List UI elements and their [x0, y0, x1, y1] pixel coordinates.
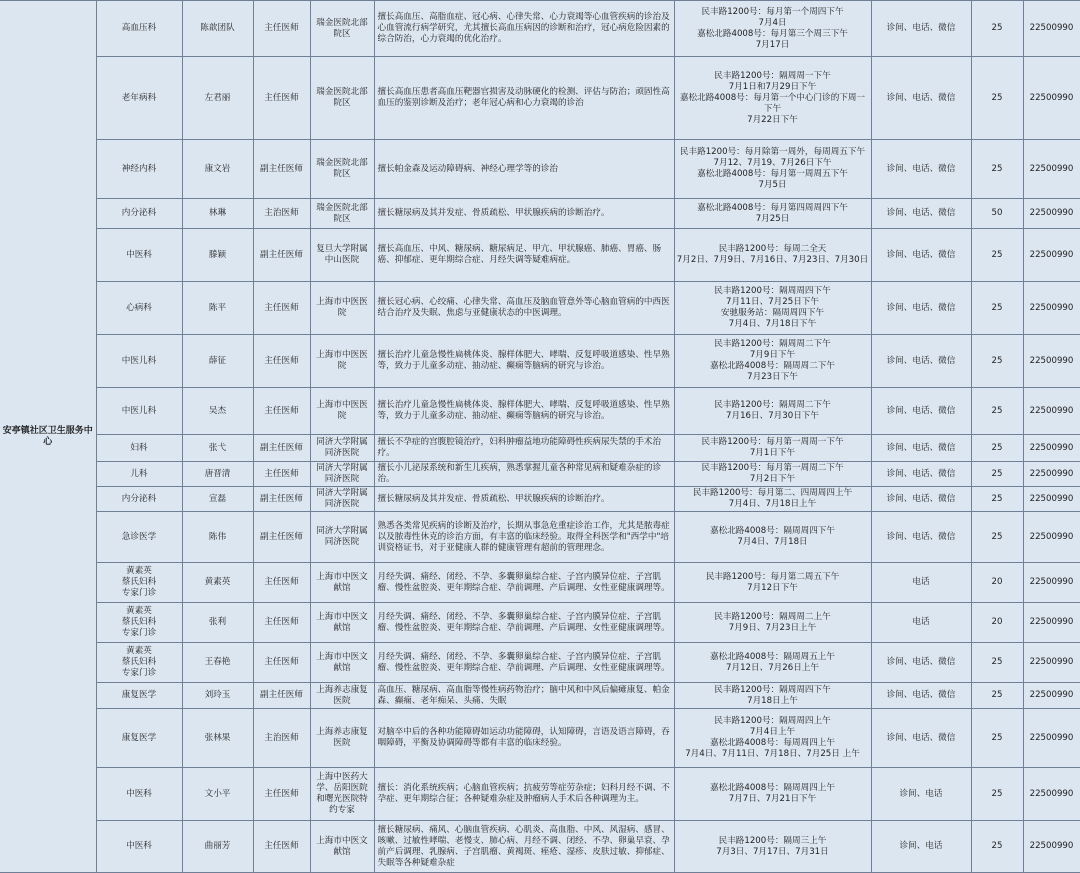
schedule-time-cell: 民丰路1200号：每月第二、四周周四上午 7月4日、7月18日上午	[674, 487, 871, 512]
dept-cell: 内分泌科	[96, 487, 182, 512]
consult-mode-cell: 诊间、电话、微信	[871, 388, 971, 435]
specialty-cell: 擅长：消化系统疾病；心脑血管疾病；抗疲劳等症劳杂症；妇科月经不调、不孕症、更年期综合征；各种疑难杂症及肿瘤病人手术后各种调理为主。	[374, 768, 674, 821]
dept-cell: 黄素英 蔡氏妇科 专家门诊	[96, 563, 182, 603]
doctor-name-cell: 陈伟	[182, 512, 253, 563]
schedule-rows	[0, 1, 1080, 873]
hospital-cell: 同济大学附属同济医院	[310, 512, 374, 563]
doctor-title-cell: 主任医师	[253, 57, 310, 140]
phone-cell: 22500990	[1023, 229, 1080, 282]
doctor-title-cell: 副主任医师	[253, 229, 310, 282]
doctor-name-cell: 滕颖	[182, 229, 253, 282]
doctor-name-cell: 陈歆团队	[182, 1, 253, 57]
doctor-title-cell: 主任医师	[253, 282, 310, 335]
quota-cell: 25	[971, 643, 1023, 683]
phone-cell: 22500990	[1023, 643, 1080, 683]
dept-cell: 儿科	[96, 462, 182, 487]
consult-mode-cell: 诊间、电话	[871, 821, 971, 873]
dept-cell: 心病科	[96, 282, 182, 335]
phone-cell: 22500990	[1023, 709, 1080, 768]
doctor-name-cell: 宣磊	[182, 487, 253, 512]
schedule-time-cell: 民丰路1200号：隔周周四下午 7月11日、7月25日下午 安驰服务站：隔周周四下午 7月4日、7月18日下午	[674, 282, 871, 335]
schedule-time-cell: 民丰路1200号：每周二全天 7月2日、7月9日、7月16日、7月23日、7月30日	[674, 229, 871, 282]
doctor-name-cell: 文小平	[182, 768, 253, 821]
schedule-time-cell: 嘉松北路4008号：每月第四周周四下午 7月25日	[674, 199, 871, 229]
doctor-title-cell: 主任医师	[253, 643, 310, 683]
doctor-name-cell: 张林果	[182, 709, 253, 768]
specialty-cell: 擅长糖尿病及其并发症、骨质疏松、甲状腺疾病的诊断治疗。	[374, 487, 674, 512]
consult-mode-cell: 诊间、电话、微信	[871, 709, 971, 768]
doctor-title-cell: 主任医师	[253, 603, 310, 643]
consult-mode-cell: 诊间、电话、微信	[871, 1, 971, 57]
table-row	[0, 388, 1080, 435]
consult-mode-cell: 诊间、电话、微信	[871, 57, 971, 140]
schedule-time-cell: 民丰路1200号：每月第二周五下午 7月12日下午	[674, 563, 871, 603]
dept-cell: 内分泌科	[96, 199, 182, 229]
hospital-cell: 上海市中医文献馆	[310, 643, 374, 683]
consult-mode-cell: 电话	[871, 603, 971, 643]
dept-cell: 黄素英 蔡氏妇科 专家门诊	[96, 603, 182, 643]
schedule-time-cell: 嘉松北路4008号：隔周周四下午 7月4日、7月18日	[674, 512, 871, 563]
doctor-name-cell: 吴杰	[182, 388, 253, 435]
hospital-cell: 同济大学附属同济医院	[310, 462, 374, 487]
quota-cell: 25	[971, 140, 1023, 199]
consult-mode-cell: 诊间、电话、微信	[871, 512, 971, 563]
phone-cell: 22500990	[1023, 1, 1080, 57]
hospital-cell: 瑞金医院北部院区	[310, 199, 374, 229]
dept-cell: 黄素英 蔡氏妇科 专家门诊	[96, 643, 182, 683]
doctor-name-cell: 张利	[182, 603, 253, 643]
schedule-time-cell: 民丰路1200号：每月第一周周一下午 7月1日下午	[674, 435, 871, 462]
specialty-cell: 擅长冠心病、心绞痛、心律失常、高血压及脑血管意外等心脑血管病的中西医结合治疗及失眠、焦虑与亚健康状态的中医调理。	[374, 282, 674, 335]
phone-cell: 22500990	[1023, 57, 1080, 140]
phone-cell: 22500990	[1023, 462, 1080, 487]
doctor-title-cell: 主任医师	[253, 563, 310, 603]
hospital-cell: 同济大学附属同济医院	[310, 435, 374, 462]
table-row	[0, 435, 1080, 462]
table-row	[0, 462, 1080, 487]
dept-cell: 急诊医学	[96, 512, 182, 563]
consult-mode-cell: 诊间、电话、微信	[871, 683, 971, 709]
hospital-cell: 瑞金医院北部院区	[310, 140, 374, 199]
doctor-name-cell: 黄素英	[182, 563, 253, 603]
consult-mode-cell: 诊间、电话、微信	[871, 282, 971, 335]
doctor-title-cell: 主任医师	[253, 821, 310, 873]
schedule-time-cell: 民丰路1200号：每月第一个周四下午 7月4日 嘉松北路4008号：每月第三个周三下午 7月17日	[674, 1, 871, 57]
specialty-cell: 擅长糖尿病、痛风、心脑血管疾病、心肌炎、高血脂、中风、风湿病、感冒、咳嗽、过敏性哮喘、老慢支、肺心病、月经不调、闭经、不孕、卵巢早衰、孕前产后调理、乳腺病、子宫肌瘤、黄褐斑、痤疮、湿疹、皮肤过敏、抑郁症、失眠等各种疑难杂症	[374, 821, 674, 873]
quota-cell: 25	[971, 821, 1023, 873]
quota-cell: 25	[971, 683, 1023, 709]
doctor-name-cell: 薛征	[182, 335, 253, 388]
doctor-name-cell: 林琳	[182, 199, 253, 229]
hospital-cell: 复旦大学附属中山医院	[310, 229, 374, 282]
schedule-time-cell: 民丰路1200号：隔周周一下午 7月1日和7月29日下午 嘉松北路4008号：每月第一个中心门诊的下周一下午 7月22日下午	[674, 57, 871, 140]
schedule-time-cell: 民丰路1200号：隔周周四上午 7月4日上午 嘉松北路4008号：每周周四上午 7月4日、7月11日、7月18日、7月25日 上午	[674, 709, 871, 768]
specialty-cell: 对脑卒中后的各种功能障碍如运动功能障碍，认知障碍，言语及语言障碍，吞咽障碍，平衡及协调障碍等都有丰富的临床经验。	[374, 709, 674, 768]
table-row	[0, 229, 1080, 282]
doctor-name-cell: 唐晋清	[182, 462, 253, 487]
phone-cell: 22500990	[1023, 512, 1080, 563]
hospital-cell: 上海市中医文献馆	[310, 821, 374, 873]
dept-cell: 妇科	[96, 435, 182, 462]
table-row	[0, 199, 1080, 229]
dept-cell: 高血压科	[96, 1, 182, 57]
schedule-time-cell: 民丰路1200号：隔周三上午 7月3日、7月17日、7月31日	[674, 821, 871, 873]
quota-cell: 25	[971, 768, 1023, 821]
hospital-cell: 上海养志康复医院	[310, 683, 374, 709]
dept-cell: 神经内科	[96, 140, 182, 199]
dept-cell: 中医儿科	[96, 388, 182, 435]
phone-cell: 22500990	[1023, 563, 1080, 603]
dept-cell: 中医儿科	[96, 335, 182, 388]
doctor-name-cell: 王春艳	[182, 643, 253, 683]
phone-cell: 22500990	[1023, 140, 1080, 199]
specialty-cell: 擅长高血压、高脂血症、冠心病、心律失常、心力衰竭等心血管疾病的诊治及心血管流行病学研究，尤其擅长高血压病因的诊断和治疗，冠心病危险因素的综合防治，心力衰竭的优化治疗。	[374, 1, 674, 57]
schedule-time-cell: 嘉松北路4008号：隔周周五上午 7月12日、7月26日上午	[674, 643, 871, 683]
dept-cell: 中医科	[96, 768, 182, 821]
specialty-cell: 擅长不孕症的宫腹腔镜治疗，妇科肿瘤益地功能障碍性疾病尿失禁的手术治疗。	[374, 435, 674, 462]
quota-cell: 25	[971, 282, 1023, 335]
phone-cell: 22500990	[1023, 821, 1080, 873]
doctor-title-cell: 主治医师	[253, 709, 310, 768]
table-row	[0, 709, 1080, 768]
doctor-name-cell: 陈平	[182, 282, 253, 335]
table-row	[0, 563, 1080, 603]
doctor-title-cell: 副主任医师	[253, 487, 310, 512]
schedule-time-cell: 民丰路1200号：隔周周二下午 7月16日、7月30日下午	[674, 388, 871, 435]
specialty-cell: 月经失调、痛经、闭经、不孕、多囊卵巢综合症、子宫内膜异位症、子宫肌瘤、慢性盆腔炎、更年期综合症、孕前调理、产后调理、女性亚健康调理等。	[374, 643, 674, 683]
doctor-name-cell: 左君丽	[182, 57, 253, 140]
quota-cell: 25	[971, 57, 1023, 140]
hospital-cell: 上海中医药大学、岳阳医院和曙光医院特约专家	[310, 768, 374, 821]
doctor-title-cell: 主任医师	[253, 335, 310, 388]
specialty-cell: 擅长高血压、中风、糖尿病、糖尿病足、甲亢、甲状腺癌、肺癌、胃癌、肠癌、抑郁症、更年期综合症、月经失调等疑难病症。	[374, 229, 674, 282]
phone-cell: 22500990	[1023, 435, 1080, 462]
consult-mode-cell: 诊间、电话	[871, 768, 971, 821]
table-row	[0, 57, 1080, 140]
quota-cell: 25	[971, 1, 1023, 57]
hospital-cell: 上海养志康复医院	[310, 709, 374, 768]
table-row	[0, 1, 1080, 57]
consult-mode-cell: 诊间、电话、微信	[871, 462, 971, 487]
dept-cell: 中医科	[96, 229, 182, 282]
phone-cell: 22500990	[1023, 199, 1080, 229]
specialty-cell: 熟悉各类常见疾病的诊断及治疗，长期从事急危重症诊治工作，尤其是脓毒症以及脓毒性休克的诊治方面，有丰富的临床经验。取得全科医学和"西学中"培训资格证书，对于亚健康人群的健康管理有超前的管理理念。	[374, 512, 674, 563]
doctor-title-cell: 副主任医师	[253, 435, 310, 462]
quota-cell: 25	[971, 388, 1023, 435]
table-row	[0, 282, 1080, 335]
schedule-time-cell: 民丰路1200号：每月除第一周外，每周周五下午 7月12、7月19、7月26日下午 嘉松北路4008号：每月第一周周五下午 7月5日	[674, 140, 871, 199]
quota-cell: 20	[971, 563, 1023, 603]
doctor-name-cell: 曲丽芳	[182, 821, 253, 873]
hospital-cell: 瑞金医院北部院区	[310, 1, 374, 57]
hospital-cell: 上海市中医医院	[310, 388, 374, 435]
quota-cell: 25	[971, 487, 1023, 512]
table-row	[0, 683, 1080, 709]
consult-mode-cell: 诊间、电话、微信	[871, 435, 971, 462]
specialty-cell: 月经失调、痛经、闭经、不孕、多囊卵巢综合症、子宫内膜异位症、子宫肌瘤、慢性盆腔炎、更年期综合症、孕前调理、产后调理、女性亚健康调理等。	[374, 563, 674, 603]
dept-cell: 中医科	[96, 821, 182, 873]
doctor-title-cell: 主治医师	[253, 199, 310, 229]
quota-cell: 25	[971, 335, 1023, 388]
table-row	[0, 821, 1080, 873]
hospital-cell: 上海市中医文献馆	[310, 563, 374, 603]
specialty-cell: 月经失调、痛经、闭经、不孕、多囊卵巢综合症、子宫内膜异位症、子宫肌瘤、慢性盆腔炎、更年期综合症、孕前调理、产后调理、女性亚健康调理等。	[374, 603, 674, 643]
dept-cell: 老年病科	[96, 57, 182, 140]
consult-mode-cell: 电话	[871, 563, 971, 603]
quota-cell: 50	[971, 199, 1023, 229]
phone-cell: 22500990	[1023, 683, 1080, 709]
organization-cell: 安亭镇社区卫生服务中心	[0, 1, 96, 873]
consult-mode-cell: 诊间、电话、微信	[871, 140, 971, 199]
table-row	[0, 768, 1080, 821]
table-row	[0, 335, 1080, 388]
dept-cell: 康复医学	[96, 709, 182, 768]
hospital-cell: 上海市中医医院	[310, 282, 374, 335]
hospital-cell: 上海市中医医院	[310, 335, 374, 388]
table-row	[0, 140, 1080, 199]
quota-cell: 20	[971, 603, 1023, 643]
specialty-cell: 擅长高血压患者高血压靶器官损害及动脉硬化的检测、评估与防治；顽固性高血压的鉴别诊断及治疗；老年冠心病和心力衰竭的诊治	[374, 57, 674, 140]
phone-cell: 22500990	[1023, 335, 1080, 388]
doctor-name-cell: 刘玲玉	[182, 683, 253, 709]
phone-cell: 22500990	[1023, 388, 1080, 435]
phone-cell: 22500990	[1023, 487, 1080, 512]
doctor-title-cell: 主任医师	[253, 768, 310, 821]
table-row	[0, 643, 1080, 683]
schedule-time-cell: 民丰路1200号：隔周周二上午 7月9日、7月23日上午	[674, 603, 871, 643]
quota-cell: 25	[971, 462, 1023, 487]
hospital-cell: 同济大学附属同济医院	[310, 487, 374, 512]
consult-mode-cell: 诊间、电话、微信	[871, 643, 971, 683]
table-row	[0, 603, 1080, 643]
doctor-title-cell: 副主任医师	[253, 140, 310, 199]
doctor-title-cell: 主任医师	[253, 462, 310, 487]
doctor-title-cell: 副主任医师	[253, 512, 310, 563]
quota-cell: 25	[971, 229, 1023, 282]
table-row	[0, 487, 1080, 512]
phone-cell: 22500990	[1023, 603, 1080, 643]
specialty-cell: 擅长治疗儿童急慢性扁桃体炎、腺样体肥大、哮喘、反复呼吸道感染、性早熟等，致力于儿童多动症、抽动症、癫痫等脑病的研究与诊治。	[374, 388, 674, 435]
hospital-cell: 上海市中医文献馆	[310, 603, 374, 643]
phone-cell: 22500990	[1023, 768, 1080, 821]
schedule-time-cell: 民丰路1200号：隔周周二下午 7月9日下午 嘉松北路4008号：隔周周二下午 7月23日下午	[674, 335, 871, 388]
schedule-time-cell: 民丰路1200号：隔周周四下午 7月18日上午	[674, 683, 871, 709]
schedule-time-cell: 嘉松北路4008号：隔周周四上午 7月7日、7月21日下午	[674, 768, 871, 821]
doctor-title-cell: 主任医师	[253, 388, 310, 435]
consult-mode-cell: 诊间、电话、微信	[871, 199, 971, 229]
specialty-cell: 擅长治疗儿童急慢性扁桃体炎、腺样体肥大、哮喘、反复呼吸道感染、性早熟等，致力于儿童多动症、抽动症、癫痫等脑病的研究与诊治。	[374, 335, 674, 388]
quota-cell: 25	[971, 709, 1023, 768]
doctor-name-cell: 康文岩	[182, 140, 253, 199]
doctor-name-cell: 张弋	[182, 435, 253, 462]
specialty-cell: 擅长小儿泌尿系统和新生儿疾病，熟悉掌握儿童各种常见病和疑难杂症的诊治。	[374, 462, 674, 487]
quota-cell: 25	[971, 435, 1023, 462]
table-row	[0, 512, 1080, 563]
schedule-time-cell: 民丰路1200号：每月第一周周二下午 7月2日下午	[674, 462, 871, 487]
specialty-cell: 高血压、糖尿病、高血脂等慢性病药物治疗；脑中风和中风后偏瘫康复、帕金森、癫痫、老年痴呆、头痛、失眠	[374, 683, 674, 709]
specialty-cell: 擅长糖尿病及其并发症、骨质疏松、甲状腺疾病的诊断治疗。	[374, 199, 674, 229]
quota-cell: 25	[971, 512, 1023, 563]
specialty-cell: 擅长帕金森及运动障碍病、神经心理学等的诊治	[374, 140, 674, 199]
phone-cell: 22500990	[1023, 282, 1080, 335]
consult-mode-cell: 诊间、电话、微信	[871, 229, 971, 282]
doctor-title-cell: 主任医师	[253, 1, 310, 57]
hospital-cell: 瑞金医院北部院区	[310, 57, 374, 140]
doctor-title-cell: 副主任医师	[253, 683, 310, 709]
consult-mode-cell: 诊间、电话、微信	[871, 335, 971, 388]
consult-mode-cell: 诊间、电话、微信	[871, 487, 971, 512]
dept-cell: 康复医学	[96, 683, 182, 709]
